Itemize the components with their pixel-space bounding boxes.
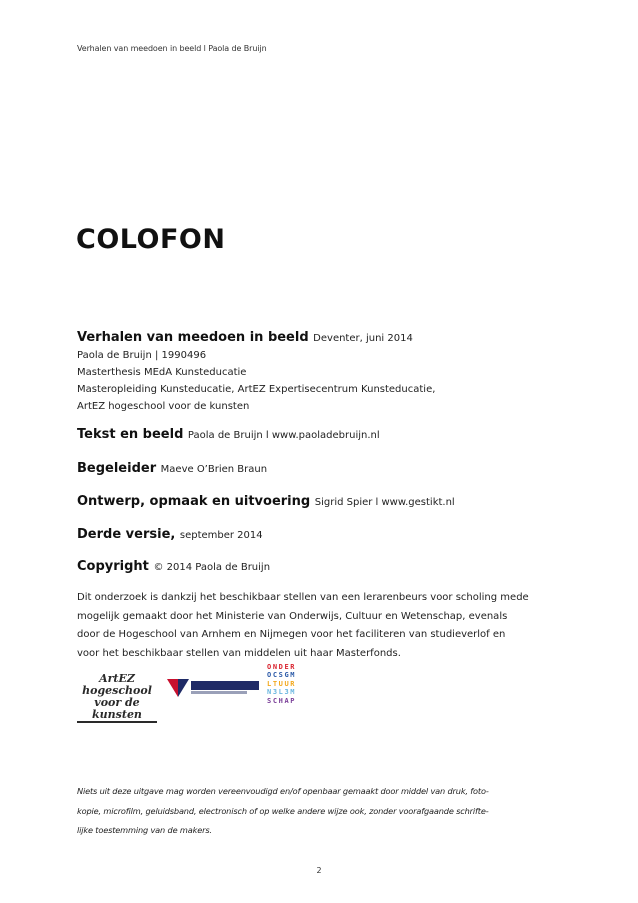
han-logo-subline xyxy=(191,691,247,694)
paragraph-line: mogelijk gemaakt door het Ministerie van Onderwijs, Cultuur en Wetenschap, evenals xyxy=(77,610,508,622)
footnote-line: kopie, microfilm, geluidsband, electronisch of op welke andere wijze ook, zonder voorafgaande schrifte- xyxy=(77,805,489,816)
detail-line: ArtEZ hogeschool voor de kunsten xyxy=(77,401,250,412)
versie-label: Derde versie, xyxy=(77,527,176,542)
acknowledgement-paragraph xyxy=(77,589,567,663)
ontwerp-value: Sigrid Spier l www.gestikt.nl xyxy=(314,497,455,508)
page-title: COLOFON xyxy=(76,224,226,255)
ontwerp-line xyxy=(77,494,567,509)
detail-line: Paola de Bruijn | 1990496 xyxy=(77,350,207,361)
begeleider-line xyxy=(77,461,567,476)
ocw-row: N3L3M xyxy=(267,688,297,697)
colofon-main-heading xyxy=(77,330,567,345)
page-number: 2 xyxy=(316,866,322,875)
paragraph-line: voor het beschikbaar stellen van middelen uit haar Masterfonds. xyxy=(77,647,401,659)
copyright-line xyxy=(77,559,567,574)
tekst-value: Paola de Bruijn l www.paoladebruijn.nl xyxy=(187,430,380,441)
begeleider-value: Maeve O’Brien Braun xyxy=(160,464,268,475)
copyright-footnote xyxy=(77,782,557,841)
han-mark-icon xyxy=(167,677,189,699)
artez-logo xyxy=(77,672,157,721)
main-title: Verhalen van meedoen in beeld xyxy=(77,330,309,345)
paragraph-line: door de Hogeschool van Arnhem en Nijmegen voor het faciliteren van studieverlof en xyxy=(77,629,506,641)
detail-line: Masteropleiding Kunsteducatie, ArtEZ Expertisecentrum Kunsteducatie, xyxy=(77,384,436,395)
ocw-row: OCSGM xyxy=(267,671,297,680)
artez-logo-line2: voor de kunsten xyxy=(77,697,157,723)
ocw-row: SCHAP xyxy=(267,696,297,705)
han-logo xyxy=(167,677,259,699)
footnote-line: Niets uit deze uitgave mag worden vereenvoudigd en/of openbaar gemaakt door middel van druk, foto- xyxy=(77,786,489,796)
tekst-en-beeld-line xyxy=(77,427,567,442)
ocw-row: ONDER xyxy=(267,663,297,671)
ontwerp-label: Ontwerp, opmaak en uitvoering xyxy=(77,494,311,509)
paragraph-line: Dit onderzoek is dankzij het beschikbaar stellen van een lerarenbeurs voor scholing mede xyxy=(77,592,529,603)
detail-line: Masterthesis MEdA Kunsteducatie xyxy=(77,367,247,378)
ocw-logo xyxy=(267,663,311,707)
footnote-line: lijke toestemming van de makers. xyxy=(77,825,212,836)
copyright-value: © 2014 Paola de Bruijn xyxy=(153,562,271,573)
han-logo-bar xyxy=(191,681,259,690)
artez-logo-line1: ArtEZ hogeschool xyxy=(82,672,152,697)
versie-line xyxy=(77,527,567,542)
begeleider-label: Begeleider xyxy=(77,461,157,476)
tekst-label: Tekst en beeld xyxy=(77,427,184,442)
running-header: Verhalen van meedoen in beeld l Paola de Bruijn xyxy=(77,44,267,53)
main-place-date: Deventer, juni 2014 xyxy=(313,333,413,344)
colofon-main-block xyxy=(77,330,567,415)
versie-value: september 2014 xyxy=(179,530,263,541)
copyright-label: Copyright xyxy=(77,559,149,574)
ocw-row: LTUUR xyxy=(267,679,297,688)
sponsor-logos xyxy=(77,663,337,721)
